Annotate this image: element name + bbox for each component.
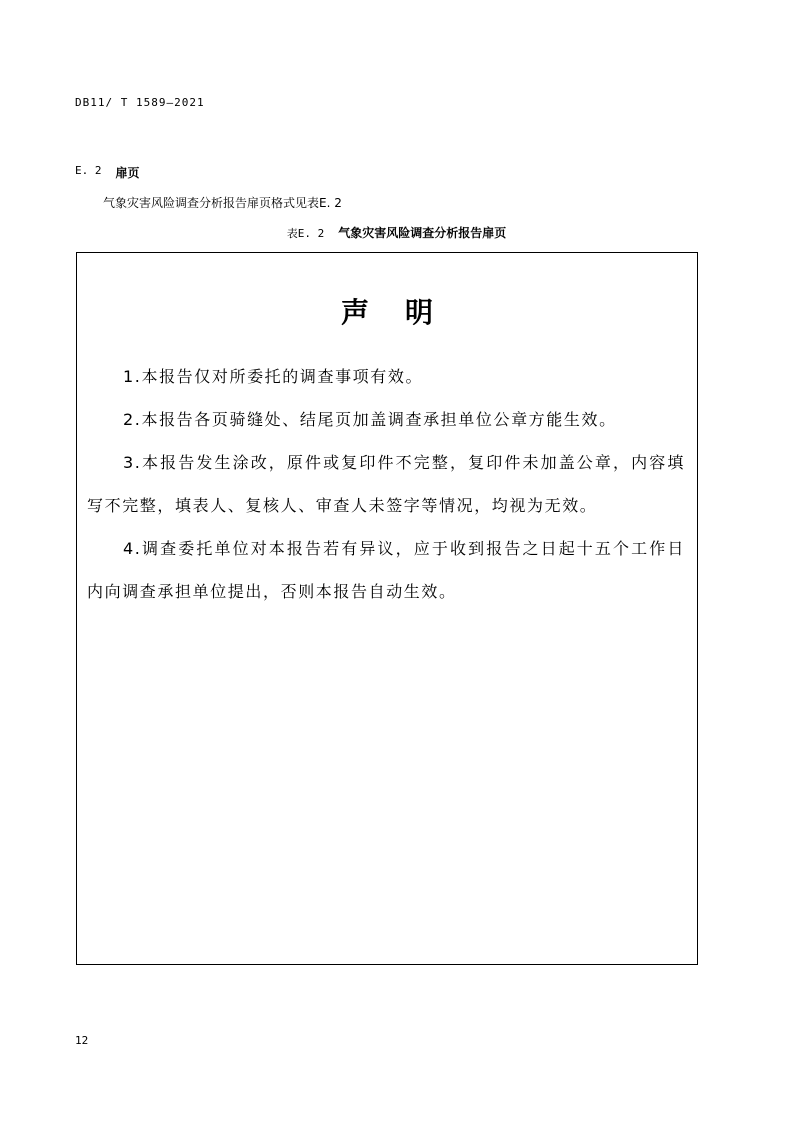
section-intro: 气象灾害风险调查分析报告扉页格式见表E. 2 xyxy=(103,196,342,210)
declaration-item: 2.本报告各页骑缝处、结尾页加盖调查承担单位公章方能生效。 xyxy=(123,410,617,429)
declaration-item: 1.本报告仅对所委托的调查事项有效。 xyxy=(123,367,424,386)
declaration-title: 声明 xyxy=(340,296,469,329)
section-title: 扉页 xyxy=(115,166,140,180)
table-caption-title: 气象灾害风险调查分析报告扉页 xyxy=(338,226,507,240)
section-number: E. 2 xyxy=(75,164,102,177)
table-caption-code: 表E. 2 xyxy=(286,227,325,240)
page-number: 12 xyxy=(75,1034,89,1047)
table-caption xyxy=(0,224,793,241)
declaration-item: 4.调查委托单位对本报告若有异议，应于收到报告之日起十五个工作日内向调查承担单位提出，否则本报告自动生效。 xyxy=(87,539,685,601)
standard-code: DB11/ T 1589—2021 xyxy=(75,96,205,109)
section-heading xyxy=(75,164,140,181)
declaration-item: 3.本报告发生涂改，原件或复印件不完整，复印件未加盖公章，内容填写不完整，填表人、复核人、审查人未签字等情况，均视为无效。 xyxy=(87,453,685,515)
declaration-body xyxy=(87,355,685,613)
declaration-frame xyxy=(76,252,698,965)
